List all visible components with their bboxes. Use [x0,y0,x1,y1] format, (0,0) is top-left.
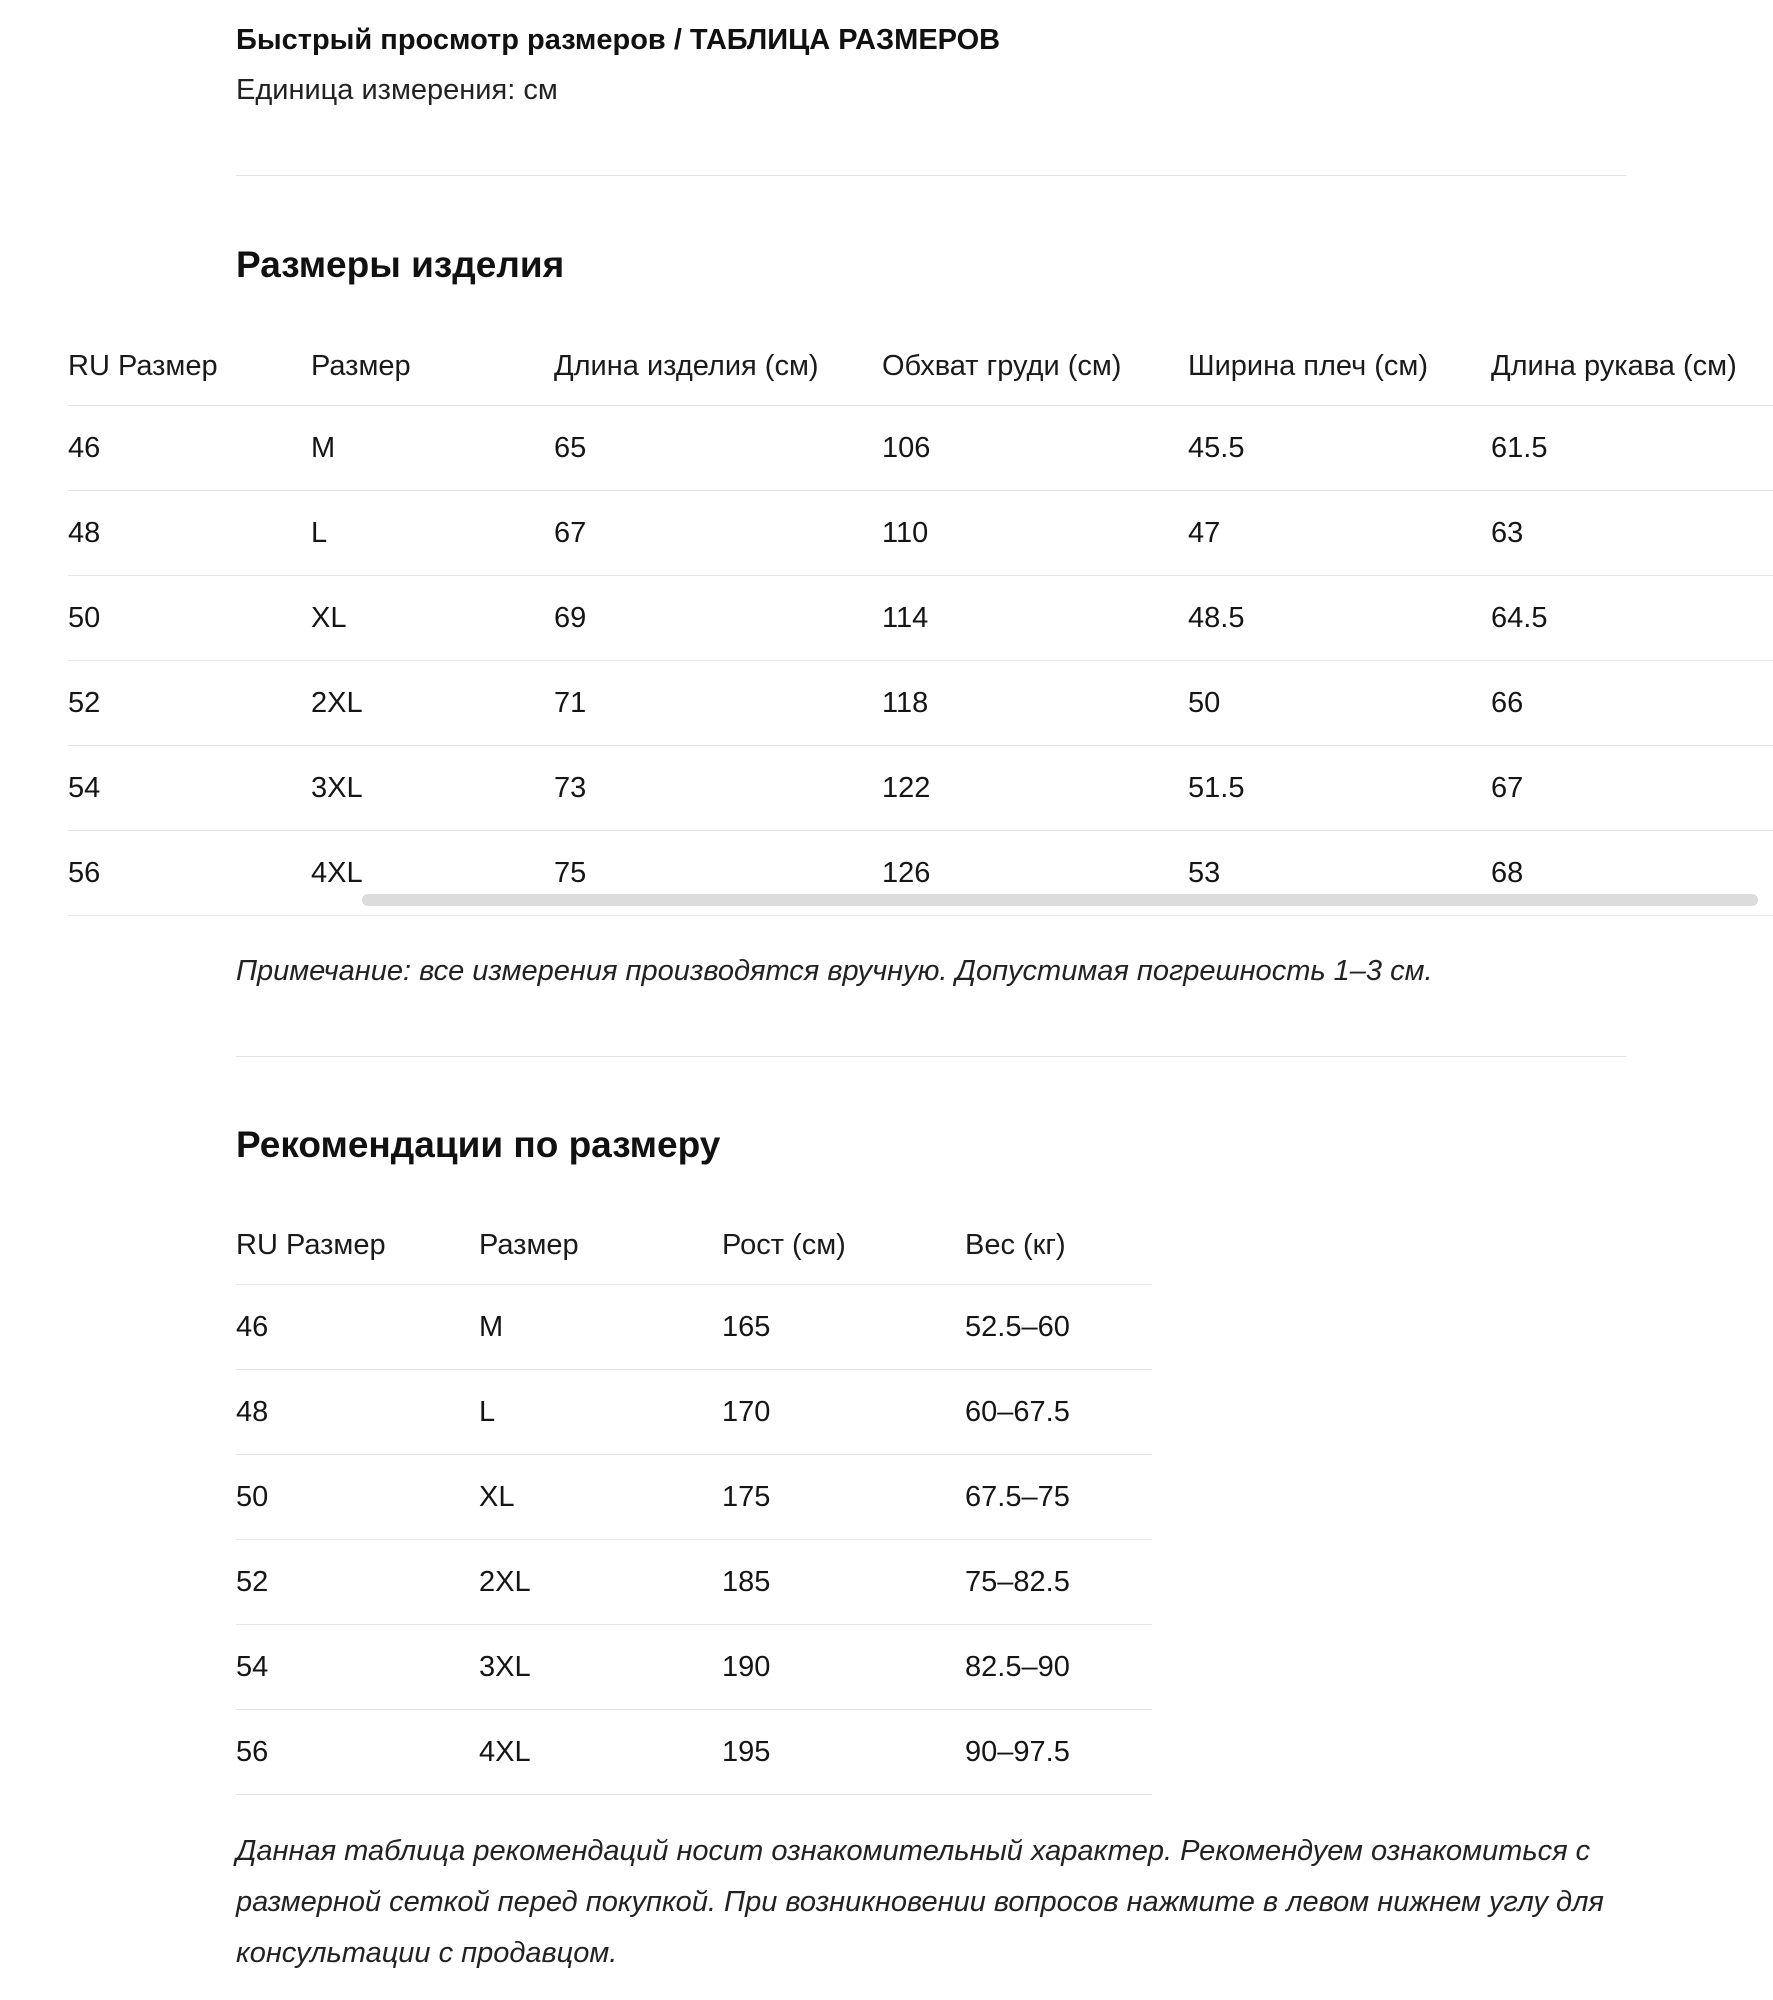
product-table-cell: 45.5 [1188,431,1245,464]
page-title: Быстрый просмотр размеров / ТАБЛИЦА РАЗМЕРОВ [236,24,1001,56]
product-table-cell: 71 [554,686,587,719]
recommend-table-cell: L [479,1395,496,1428]
product-table-cell: 48.5 [1188,601,1245,634]
product-table-cell: 122 [882,771,931,804]
recommend-table-cell: 90–97.5 [965,1735,1070,1768]
product-table-cell: 68 [1491,856,1524,889]
product-table-cell: 66 [1491,686,1524,719]
product-column-header: RU Размер [68,349,218,382]
recommend-table-cell: 60–67.5 [965,1395,1070,1428]
recommend-column-header: Вес (кг) [965,1228,1066,1261]
product-note: Примечание: все измерения производятся вручную. Допустимая погрешность 1–3 см. [236,955,1433,987]
section-title-product: Размеры изделия [236,244,565,285]
product-table-row [68,406,1773,491]
recommend-table-cell: 75–82.5 [965,1565,1070,1598]
divider-middle [236,1056,1626,1057]
product-column-header: Ширина плеч (см) [1188,349,1429,382]
product-table-cell: 3XL [311,771,363,804]
recommend-table-row [236,1540,1152,1625]
product-table-cell: 52 [68,686,101,719]
product-table-row [68,576,1773,661]
product-header-row [68,327,1773,406]
product-table-cell: XL [311,601,347,634]
recommend-table-row [236,1285,1152,1370]
recommend-table-cell: 3XL [479,1650,531,1683]
horizontal-scrollbar[interactable] [362,894,1758,906]
recommend-table-cell: 67.5–75 [965,1480,1070,1513]
product-table-cell: 54 [68,771,101,804]
recommend-column-header: Размер [479,1228,579,1261]
product-table-cell: 75 [554,856,587,889]
recommend-table-cell: 170 [722,1395,771,1428]
product-table-cell: 2XL [311,686,363,719]
product-column-header: Обхват груди (см) [882,349,1122,382]
product-table-cell: 106 [882,431,931,464]
recommend-table-cell: 2XL [479,1565,531,1598]
product-table-cell: 118 [882,686,929,719]
recommend-table-cell: 165 [722,1310,771,1343]
product-table-cell: 48 [68,516,101,549]
recommend-table-cell: 185 [722,1565,771,1598]
product-table-cell: M [311,431,336,464]
product-table-cell: 110 [882,516,929,549]
product-table-cell: 126 [882,856,931,889]
recommend-table-cell: 52.5–60 [965,1310,1070,1343]
recommend-table-cell: 4XL [479,1735,531,1768]
product-table-row [68,491,1773,576]
recommend-header-row [236,1206,1152,1285]
product-table-cell: 63 [1491,516,1524,549]
product-table-cell: 67 [554,516,587,549]
recommend-table-cell: 46 [236,1310,269,1343]
product-table-row [68,661,1773,746]
recommend-note: Данная таблица рекомендаций носит ознакомительный характер. Рекомендуем ознакомиться с размерной сеткой перед покупкой. При возникновении вопросов нажмите в левом нижнем углу для консультации с продавцом. [236,1835,1604,1969]
product-table-cell: 47 [1188,516,1221,549]
product-table-cell: 50 [68,601,101,634]
recommend-table-cell: 82.5–90 [965,1650,1070,1683]
product-table-cell: 61.5 [1491,431,1548,464]
recommend-table-cell: 50 [236,1480,269,1513]
product-table-cell: 46 [68,431,101,464]
recommend-table-row [236,1625,1152,1710]
recommend-table-cell: 56 [236,1735,269,1768]
recommend-size-table [236,1206,1152,1795]
product-table-cell: 50 [1188,686,1221,719]
recommend-table-cell: 52 [236,1565,269,1598]
recommend-table-cell: M [479,1310,504,1343]
product-column-header: Длина изделия (см) [554,349,819,382]
product-table-cell: 73 [554,771,587,804]
product-size-table [68,327,1773,916]
recommend-column-header: RU Размер [236,1228,386,1261]
recommend-table-row [236,1370,1152,1455]
recommend-table-cell: 175 [722,1480,771,1513]
recommend-table-cell: 195 [722,1735,771,1768]
recommend-table-row [236,1455,1152,1540]
product-table-cell: 4XL [311,856,363,889]
recommend-table-cell: 48 [236,1395,269,1428]
product-column-header: Размер [311,349,411,382]
product-table-cell: 56 [68,856,101,889]
product-table-cell: 53 [1188,856,1221,889]
product-table-cell: 69 [554,601,587,634]
recommend-table-cell: 190 [722,1650,771,1683]
product-table-cell: 114 [882,601,929,634]
product-table-cell: L [311,516,328,549]
product-column-header: Длина рукава (см) [1491,349,1737,382]
recommend-column-header: Рост (см) [722,1228,846,1261]
product-table-cell: 51.5 [1188,771,1245,804]
recommend-table-cell: 54 [236,1650,269,1683]
product-table-cell: 64.5 [1491,601,1548,634]
product-table-cell: 67 [1491,771,1524,804]
divider-top [236,175,1626,176]
product-table-row [68,746,1773,831]
recommend-table-cell: XL [479,1480,515,1513]
product-table-cell: 65 [554,431,587,464]
recommend-table-row [236,1710,1152,1795]
section-title-recommend: Рекомендации по размеру [236,1124,721,1165]
unit-label: Единица измерения: см [236,74,558,106]
